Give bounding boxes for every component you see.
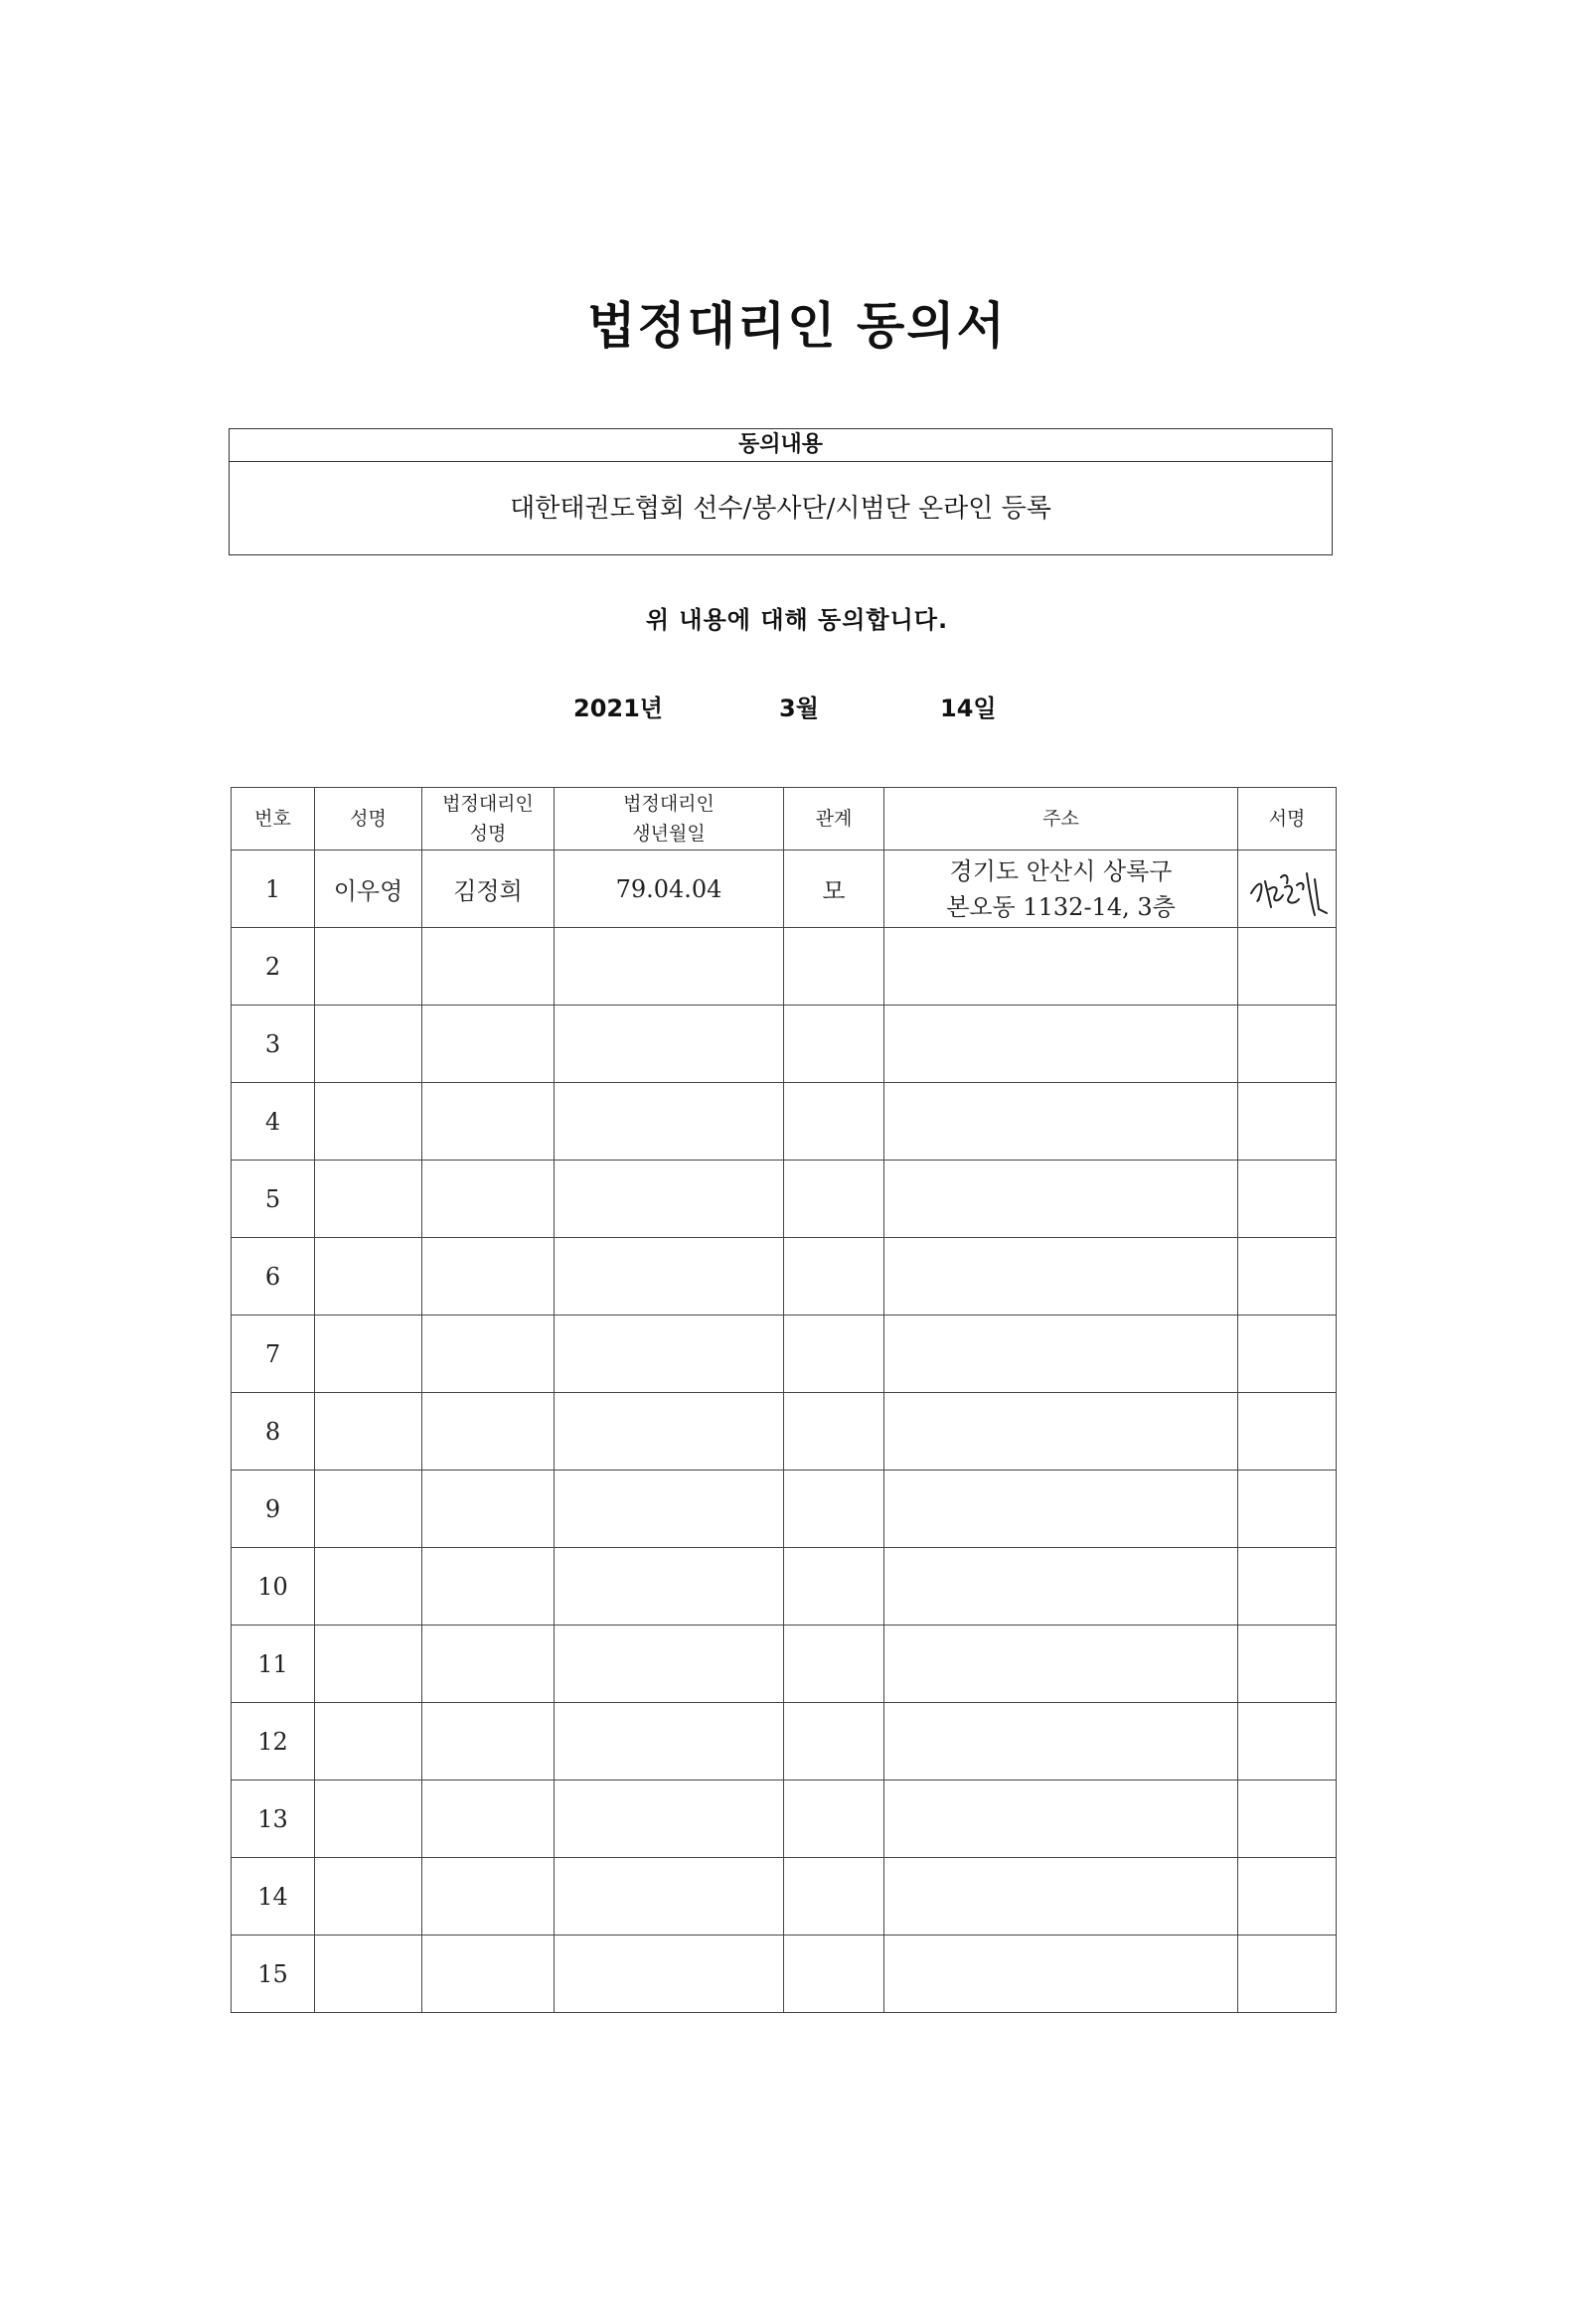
row-address-line1: 경기도 안산시 상록구 xyxy=(949,856,1173,885)
row-address xyxy=(884,1858,1238,1936)
row-relation xyxy=(784,1703,884,1781)
table-row xyxy=(232,1238,1337,1316)
row-address xyxy=(884,1006,1238,1083)
date-month: 3월 xyxy=(779,695,819,722)
row-relation xyxy=(784,1393,884,1471)
row-relation: 모 xyxy=(784,851,884,928)
row-guardian-birth xyxy=(555,1083,784,1161)
row-guardian-name xyxy=(422,1083,555,1161)
row-name xyxy=(315,1161,422,1238)
row-guardian-name xyxy=(422,1393,555,1471)
row-number: 13 xyxy=(232,1781,315,1858)
row-guardian-name xyxy=(422,1316,555,1393)
row-relation xyxy=(784,1548,884,1626)
row-address xyxy=(884,1781,1238,1858)
row-number: 3 xyxy=(232,1006,315,1083)
row-address xyxy=(884,1703,1238,1781)
row-number: 10 xyxy=(232,1548,315,1626)
consent-content-box xyxy=(229,428,1333,555)
row-number: 2 xyxy=(232,928,315,1006)
row-signature xyxy=(1238,1626,1337,1703)
row-relation xyxy=(784,1316,884,1393)
table-row xyxy=(232,1006,1337,1083)
row-address xyxy=(884,1393,1238,1471)
table-row xyxy=(232,1083,1337,1161)
row-guardian-birth xyxy=(555,1626,784,1703)
row-signature xyxy=(1238,1471,1337,1548)
row-number: 7 xyxy=(232,1316,315,1393)
header-relation: 관계 xyxy=(784,788,884,851)
row-address xyxy=(884,1548,1238,1626)
row-guardian-birth xyxy=(555,1393,784,1471)
row-guardian-birth xyxy=(555,1006,784,1083)
row-signature xyxy=(1238,1936,1337,2013)
row-name xyxy=(315,1781,422,1858)
row-number: 5 xyxy=(232,1161,315,1238)
row-name xyxy=(315,1471,422,1548)
row-signature xyxy=(1238,1703,1337,1781)
row-guardian-name xyxy=(422,1703,555,1781)
row-address xyxy=(884,928,1238,1006)
row-guardian-name xyxy=(422,928,555,1006)
table-header-row xyxy=(232,788,1337,851)
row-relation xyxy=(784,1781,884,1858)
row-guardian-name xyxy=(422,1548,555,1626)
row-number: 12 xyxy=(232,1703,315,1781)
row-guardian-name xyxy=(422,1858,555,1936)
row-name xyxy=(315,1006,422,1083)
row-relation xyxy=(784,1626,884,1703)
row-guardian-birth xyxy=(555,1781,784,1858)
row-signature xyxy=(1238,928,1337,1006)
row-name xyxy=(315,1316,422,1393)
row-name xyxy=(315,1626,422,1703)
row-guardian-birth xyxy=(555,1858,784,1936)
row-guardian-name xyxy=(422,1936,555,2013)
row-address-line2: 본오동 1132-14, 3층 xyxy=(946,892,1176,921)
row-address xyxy=(884,851,1238,928)
row-number: 11 xyxy=(232,1626,315,1703)
row-address xyxy=(884,1238,1238,1316)
row-relation xyxy=(784,1471,884,1548)
row-guardian-birth xyxy=(555,1703,784,1781)
row-guardian-birth xyxy=(555,1548,784,1626)
table-row xyxy=(232,1161,1337,1238)
row-guardian-name xyxy=(422,1238,555,1316)
row-name xyxy=(315,928,422,1006)
row-guardian-name xyxy=(422,1006,555,1083)
row-guardian-birth xyxy=(555,1471,784,1548)
table-row xyxy=(232,1471,1337,1548)
row-guardian-name: 김정희 xyxy=(422,851,555,928)
row-number: 4 xyxy=(232,1083,315,1161)
row-guardian-name xyxy=(422,1161,555,1238)
document-title: 법정대리인 동의서 xyxy=(587,297,1007,355)
row-signature xyxy=(1238,851,1337,928)
row-signature xyxy=(1238,1316,1337,1393)
row-signature xyxy=(1238,1548,1337,1626)
row-number: 14 xyxy=(232,1858,315,1936)
table-row xyxy=(232,1936,1337,2013)
table-row xyxy=(232,1548,1337,1626)
row-signature xyxy=(1238,1781,1337,1858)
row-name xyxy=(315,1703,422,1781)
row-guardian-name xyxy=(422,1471,555,1548)
header-guardian-name-line2: 성명 xyxy=(469,823,507,845)
row-guardian-birth xyxy=(555,928,784,1006)
agreement-statement: 위 내용에 대해 동의합니다. xyxy=(645,606,949,634)
table-row xyxy=(232,1781,1337,1858)
row-signature xyxy=(1238,1006,1337,1083)
row-signature xyxy=(1238,1083,1337,1161)
header-guardian-birth-line1: 법정대리인 xyxy=(623,793,715,815)
row-number: 1 xyxy=(232,851,315,928)
row-relation xyxy=(784,1006,884,1083)
row-guardian-birth xyxy=(555,1936,784,2013)
header-address: 주소 xyxy=(884,788,1238,851)
consent-content-body: 대한태권도협회 선수/봉사단/시범단 온라인 등록 xyxy=(510,494,1051,524)
row-number: 6 xyxy=(232,1238,315,1316)
header-guardian-name-line1: 법정대리인 xyxy=(442,793,534,815)
row-relation xyxy=(784,1161,884,1238)
table-row xyxy=(232,1626,1337,1703)
header-signature: 서명 xyxy=(1238,788,1337,851)
table-row xyxy=(232,1858,1337,1936)
row-address xyxy=(884,1316,1238,1393)
handwritten-signature xyxy=(1245,859,1329,919)
row-guardian-birth: 79.04.04 xyxy=(555,851,784,928)
consent-content-header: 동의내용 xyxy=(230,429,1332,462)
row-guardian-birth xyxy=(555,1238,784,1316)
row-signature xyxy=(1238,1238,1337,1316)
date-year: 2021년 xyxy=(573,695,663,722)
row-relation xyxy=(784,1238,884,1316)
row-name xyxy=(315,1238,422,1316)
row-address xyxy=(884,1161,1238,1238)
row-name: 이우영 xyxy=(315,851,422,928)
row-name xyxy=(315,1858,422,1936)
table-row xyxy=(232,851,1337,928)
row-name xyxy=(315,1936,422,2013)
row-guardian-birth xyxy=(555,1161,784,1238)
row-relation xyxy=(784,928,884,1006)
row-relation xyxy=(784,1936,884,2013)
table-row xyxy=(232,1393,1337,1471)
row-address xyxy=(884,1083,1238,1161)
row-name xyxy=(315,1393,422,1471)
row-relation xyxy=(784,1858,884,1936)
row-guardian-name xyxy=(422,1626,555,1703)
row-number: 8 xyxy=(232,1393,315,1471)
row-signature xyxy=(1238,1858,1337,1936)
table-row xyxy=(232,1316,1337,1393)
header-name: 성명 xyxy=(315,788,422,851)
header-guardian-name xyxy=(422,788,555,851)
row-number: 9 xyxy=(232,1471,315,1548)
row-guardian-birth xyxy=(555,1316,784,1393)
header-guardian-birth-line2: 생년월일 xyxy=(632,823,706,845)
header-guardian-birth xyxy=(555,788,784,851)
row-signature xyxy=(1238,1161,1337,1238)
date-day: 14일 xyxy=(940,695,997,722)
header-number: 번호 xyxy=(232,788,315,851)
row-relation xyxy=(784,1083,884,1161)
table-row xyxy=(232,928,1337,1006)
row-signature xyxy=(1238,1393,1337,1471)
row-address xyxy=(884,1471,1238,1548)
row-name xyxy=(315,1083,422,1161)
row-address xyxy=(884,1626,1238,1703)
row-guardian-name xyxy=(422,1781,555,1858)
guardian-consent-table xyxy=(231,787,1337,2013)
row-number: 15 xyxy=(232,1936,315,2013)
row-name xyxy=(315,1548,422,1626)
row-address xyxy=(884,1936,1238,2013)
table-row xyxy=(232,1703,1337,1781)
